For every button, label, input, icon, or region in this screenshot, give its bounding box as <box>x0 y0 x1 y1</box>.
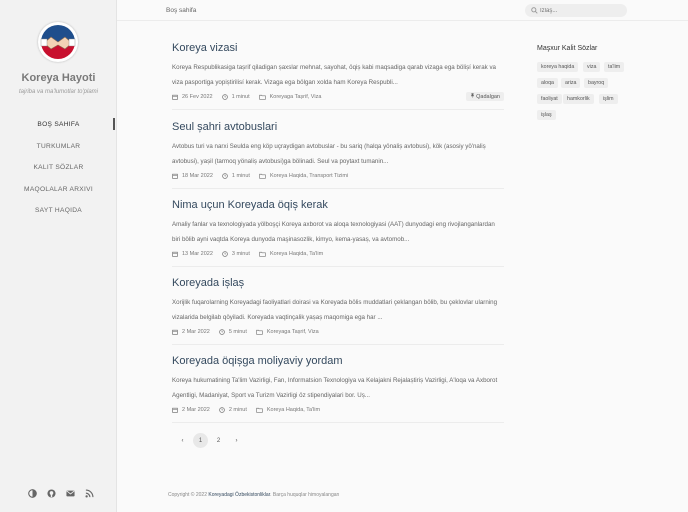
footer-site-link[interactable]: Koreyadagi Özbekistonliklar <box>208 492 271 498</box>
clock-icon <box>222 94 228 100</box>
post-item <box>172 277 504 335</box>
tag-chip[interactable]: hamkorlik <box>563 94 594 104</box>
post-divider <box>172 266 504 267</box>
nav-item-about[interactable]: SAYT HAQIDA <box>34 207 83 214</box>
site-logo-avatar[interactable] <box>38 22 78 62</box>
post-categories[interactable]: Koreyaga Tașrif, Viza <box>256 329 319 335</box>
post-title[interactable]: Seul șahri avtobuslari <box>172 121 278 133</box>
tag-chip[interactable]: işlim <box>599 94 618 104</box>
post-divider <box>172 188 504 189</box>
post-excerpt[interactable]: Koreya hukumatining Ta'lim Vazirligi, Fan, Informatsion Texnologiya va Kelajakni Rejalaștiriș Vazirligi, A'loqa va Axborot Agentligi, Madaniyat, Sport va Turizm Vazirligi öz stipendiyalari bor. Uș... <box>172 377 498 399</box>
clock-icon <box>219 407 225 413</box>
post-excerpt[interactable]: Koreya Respublikasiga tașrif qiladigan șaxslar mehnat, sayohat, öqiș kabi maqsadiga qarab vizaga ega bölișí kerak va viza pasportiga yopiștirilisí kerak. Vizaga ega bölgan xolda ham Koreya Respubli... <box>172 64 496 86</box>
pinned-badge: Qadalgan <box>466 92 504 101</box>
clock-icon <box>219 329 225 335</box>
post-categories[interactable]: Koreya Haqida, Ta'lim <box>256 407 320 413</box>
folder-icon <box>256 407 263 413</box>
post-date: 2 Mar 2022 <box>172 329 210 335</box>
post-read-time: 1 minut <box>222 94 250 100</box>
footer-copyright: Copyright © 2022 <box>168 492 207 498</box>
prev-page-button[interactable]: ‹ <box>181 437 184 444</box>
email-icon[interactable] <box>66 489 75 498</box>
post-excerpt[interactable]: Xorijlik fuqarolarning Koreyadagi faoliyatlari doirasi va Koreyada bölis muddatlari çeklangan bölib, bu çeklovlar ularning vizalarida belgilab qöyiladi. Koreyada vaqtinçalik yașaș maqomiga ega har ... <box>172 299 498 321</box>
tag-chip[interactable]: aloqa <box>537 78 558 88</box>
post-categories[interactable]: Koreya Haqida, Transport Tizimi <box>259 173 348 179</box>
tag-chip[interactable]: ta'lim <box>604 62 624 72</box>
tags-panel-title: Maşxur Kalit Sözlar <box>537 45 598 52</box>
pagination <box>175 433 244 448</box>
tag-chip[interactable]: bayroq <box>584 78 608 88</box>
tag-chip[interactable]: faoliyat <box>537 94 562 104</box>
post-divider <box>172 422 504 423</box>
folder-icon <box>259 94 266 100</box>
post-divider <box>172 344 504 345</box>
nav-item-categories[interactable]: TURKUMLAR <box>36 143 81 150</box>
calendar-icon <box>172 251 178 257</box>
folder-icon <box>259 173 266 179</box>
folder-icon <box>259 251 266 257</box>
site-title[interactable]: Koreya Hayoti <box>21 72 96 84</box>
post-item <box>172 121 504 179</box>
post-item <box>172 355 504 413</box>
post-excerpt[interactable]: Amaliy fanlar va texnologiyada yölboşçi Koreya axborot va aloqa texnologiyasi (AAT) dunyodagi eng rivojlanganlardan biri bölib ayni vaqtda Koreya dunyoda maşinasozlik, kimyo, kema-yasaș, va avtomob... <box>172 221 495 243</box>
post-date: 26 Fev 2022 <box>172 94 213 100</box>
site-subtitle: tajriba va ma'lumotlar to'plami <box>19 89 98 95</box>
sidebar-bottom-icons <box>28 489 94 498</box>
calendar-icon <box>172 94 178 100</box>
post-read-time: 3 minut <box>222 251 250 257</box>
post-date: 18 Mar 2022 <box>172 173 213 179</box>
clock-icon <box>222 173 228 179</box>
post-item <box>172 42 504 100</box>
search-icon[interactable] <box>531 7 538 14</box>
search-input[interactable] <box>540 6 624 15</box>
calendar-icon <box>172 173 178 179</box>
post-read-time: 1 minut <box>222 173 250 179</box>
topbar <box>117 0 688 21</box>
pin-icon <box>470 93 475 98</box>
search-box[interactable] <box>525 4 627 17</box>
tag-chip[interactable]: ariza <box>561 78 580 88</box>
post-read-time: 5 minut <box>219 329 247 335</box>
post-categories[interactable]: Koreya Haqida, Ta'lim <box>259 251 323 257</box>
post-meta <box>172 329 504 335</box>
calendar-icon <box>172 329 178 335</box>
post-title[interactable]: Nima uçun Koreyada öqiș kerak <box>172 199 328 211</box>
post-meta <box>172 173 504 179</box>
post-categories[interactable]: Koreyaga Tașrif, Viza <box>259 94 322 100</box>
post-item <box>172 199 504 257</box>
sidebar <box>0 0 117 512</box>
clock-icon <box>222 251 228 257</box>
nav-item-home[interactable]: BOŞ SAHIFA <box>37 121 80 128</box>
page-2-button[interactable]: 2 <box>216 437 221 444</box>
post-date: 2 Mar 2022 <box>172 407 210 413</box>
post-title[interactable]: Koreyada öqișga moliyaviy yordam <box>172 355 343 367</box>
page-1-button[interactable]: 1 <box>193 433 208 448</box>
nav-item-tags[interactable]: KALIT SÖZLAR <box>33 164 84 171</box>
handshake-logo-icon <box>38 22 78 62</box>
post-read-time: 2 minut <box>219 407 247 413</box>
github-icon[interactable] <box>47 489 56 498</box>
next-page-button[interactable]: › <box>235 437 238 444</box>
breadcrumb[interactable]: Boş sahifa <box>166 7 197 14</box>
calendar-icon <box>172 407 178 413</box>
footer-rights: . Barça huquqlar himoyalangan <box>270 492 340 498</box>
post-date: 13 Mar 2022 <box>172 251 213 257</box>
post-title[interactable]: Koreya vizasi <box>172 42 238 54</box>
tag-chip[interactable]: viza <box>583 62 600 72</box>
post-meta <box>172 407 504 413</box>
post-excerpt[interactable]: Avtobus turi va narxi Seulda eng köp uçraydigan avtobuslar - bu sariq (halqa yönaliș avtobusi), kök (asosiy yö'naliș avtobusi), yașil (tarmoq yönaliș avtobusi)ga bölinadi. Seul va poytaxt tumanin... <box>172 143 486 165</box>
post-meta <box>172 94 504 100</box>
nav-active-indicator <box>113 118 115 130</box>
theme-toggle-icon[interactable] <box>28 489 37 498</box>
rss-icon[interactable] <box>85 489 94 498</box>
nav-item-archives[interactable]: MAQOLALAR ARXIVI <box>24 186 93 193</box>
post-divider <box>172 109 504 110</box>
folder-icon <box>256 329 263 335</box>
footer <box>168 492 339 498</box>
post-meta <box>172 251 504 257</box>
post-title[interactable]: Koreyada ișlaș <box>172 277 245 289</box>
tag-chip[interactable]: işlaş <box>537 110 556 120</box>
tag-chip[interactable]: koreya haqida <box>537 62 578 72</box>
